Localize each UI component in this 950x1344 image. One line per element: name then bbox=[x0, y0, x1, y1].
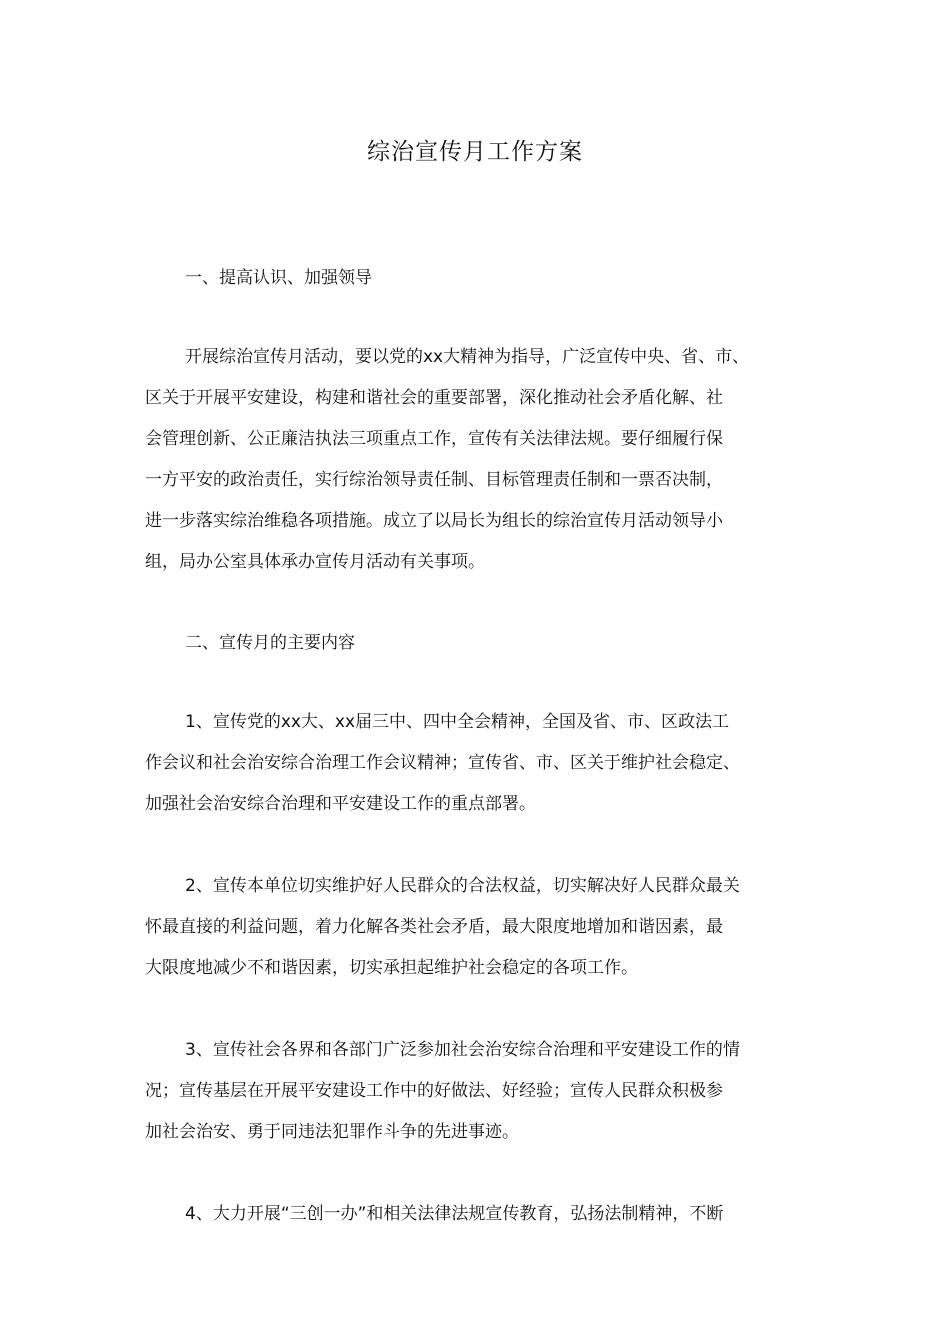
document-title: 综治宣传月工作方案 bbox=[367, 139, 583, 165]
paragraph-line: 况；宣传基层在开展平安建设工作中的好做法、好经验；宣传人民群众积极参 bbox=[145, 1081, 723, 1101]
paragraph-line: 开展综治宣传月活动，要以党的xx大精神为指导，广泛宣传中央、省、市、 bbox=[185, 347, 750, 367]
item-3-paragraph bbox=[145, 1030, 825, 1153]
paragraph-line: 区关于开展平安建设，构建和谐社会的重要部署，深化推动社会矛盾化解、社 bbox=[145, 388, 723, 408]
paragraph-line: 会管理创新、公正廉洁执法三项重点工作，宣传有关法律法规。要仔细履行保 bbox=[145, 429, 723, 449]
paragraph-line: 1、宣传党的xx大、xx届三中、四中全会精神，全国及省、市、区政法工 bbox=[185, 712, 730, 732]
paragraph-line: 4、大力开展“三创一办”和相关法律法规宣传教育，弘扬法制精神，不断 bbox=[185, 1204, 724, 1224]
item-2-paragraph bbox=[145, 866, 825, 989]
paragraph-line: 2、宣传本单位切实维护好人民群众的合法权益，切实解决好人民群众最关 bbox=[185, 876, 740, 896]
section1-paragraph bbox=[145, 337, 825, 583]
paragraph-line: 怀最直接的利益问题，着力化解各类社会矛盾，最大限度地增加和谐因素，最 bbox=[145, 917, 723, 937]
paragraph-line: 加社会治安、勇于同违法犯罪作斗争的先进事迹。 bbox=[145, 1122, 519, 1142]
paragraph-line: 作会议和社会治安综合治理工作会议精神；宣传省、市、区关于维护社会稳定、 bbox=[145, 753, 740, 773]
paragraph-line: 加强社会治安综合治理和平安建设工作的重点部署。 bbox=[145, 794, 536, 814]
paragraph-line: 一方平安的政治责任，实行综治领导责任制、目标管理责任制和一票否决制， bbox=[145, 470, 723, 490]
item-4-paragraph bbox=[145, 1194, 825, 1235]
item-1-paragraph bbox=[145, 702, 825, 825]
section-heading-2: 二、宣传月的主要内容 bbox=[185, 633, 355, 653]
paragraph-line: 进一步落实综治维稳各项措施。成立了以局长为组长的综治宣传月活动领导小 bbox=[145, 511, 723, 531]
paragraph-line: 组，局办公室具体承办宣传月活动有关事项。 bbox=[145, 552, 485, 572]
paragraph-line: 3、宣传社会各界和各部门广泛参加社会治安综合治理和平安建设工作的情 bbox=[185, 1040, 740, 1060]
paragraph-line: 大限度地减少不和谐因素，切实承担起维护社会稳定的各项工作。 bbox=[145, 958, 638, 978]
section-heading-1: 一、提高认识、加强领导 bbox=[185, 268, 372, 288]
